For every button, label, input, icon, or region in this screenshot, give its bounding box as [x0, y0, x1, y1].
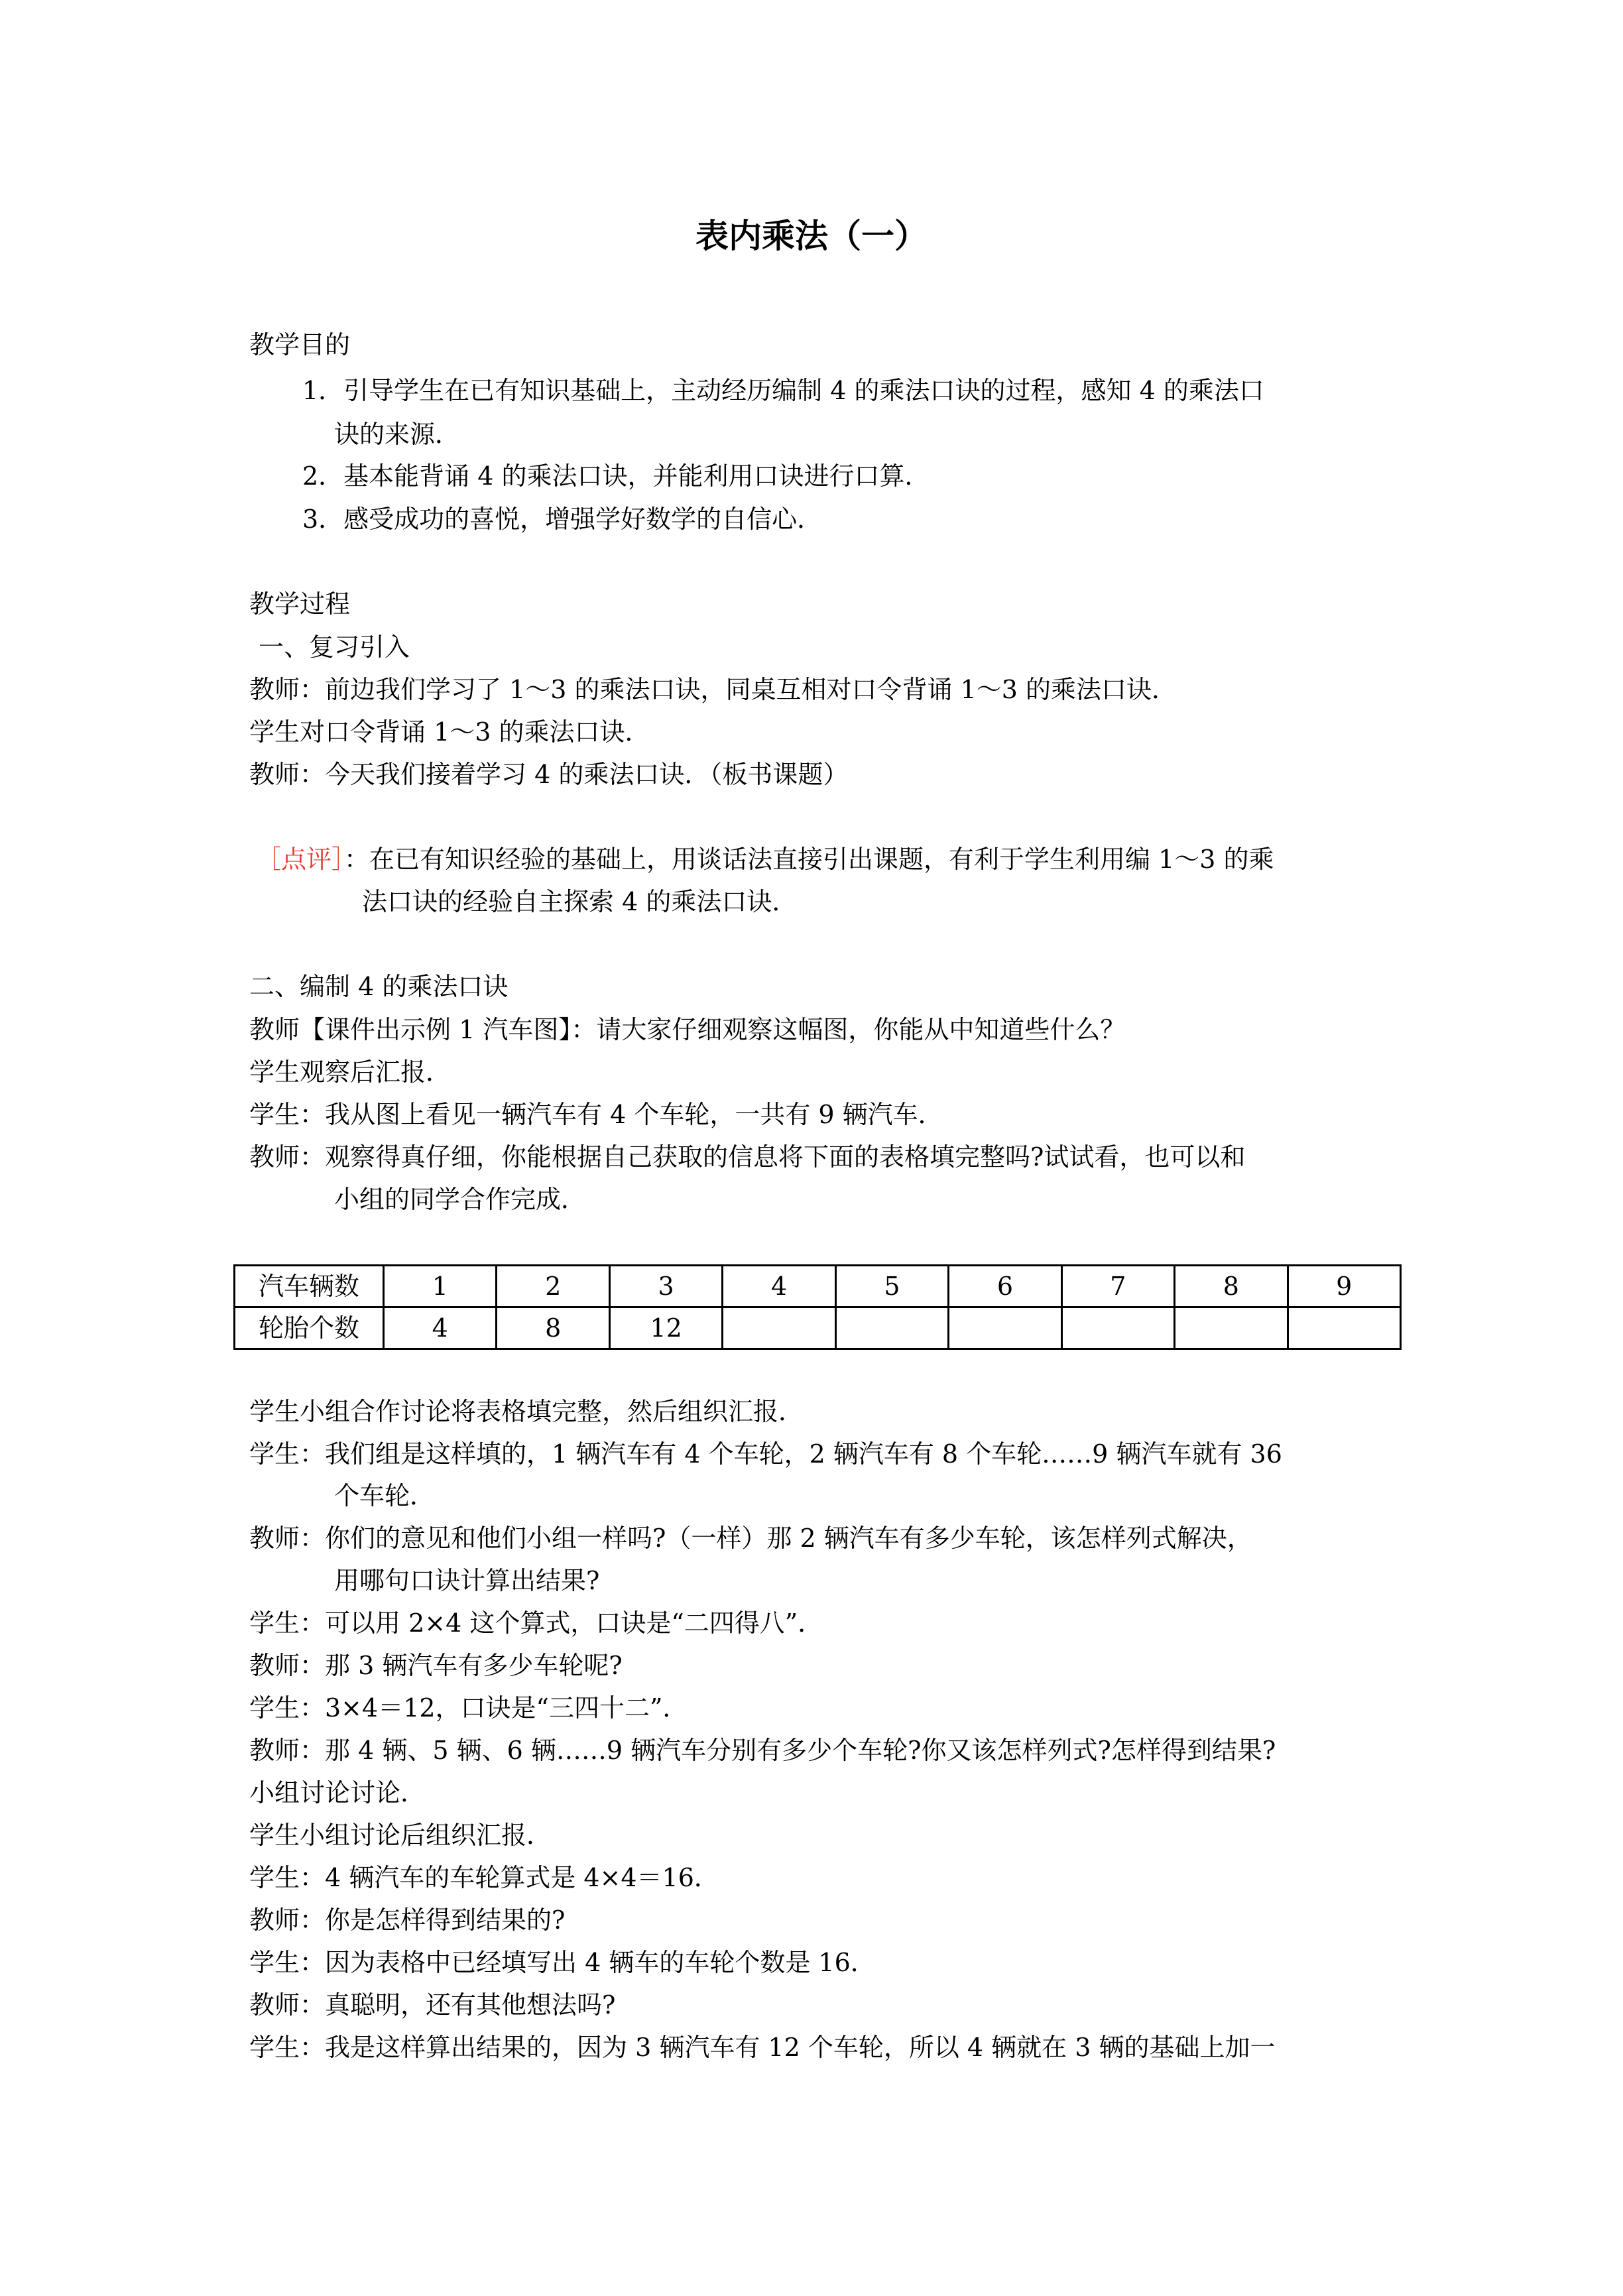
dialogue-line: 小组讨论讨论．: [249, 1778, 426, 1807]
table-cell: 8: [1175, 1266, 1288, 1307]
dialogue-line: 学生：3×4＝12，口诀是“三四十二”．: [249, 1693, 688, 1722]
dialogue-line: 学生：我们组是这样填的，1 辆汽车有 4 个车轮，2 辆汽车有 8 个车轮……9 辆汽车就有 36: [249, 1439, 1282, 1469]
comment-line-1: [256, 839, 1274, 880]
dialogue-line: 教师：那 4 辆、5 辆、6 辆……9 辆汽车分别有多少个车轮?你又该怎样列式?怎样得到结果?: [249, 1736, 1276, 1765]
dialogue-line: 学生小组合作讨论将表格填完整，然后组织汇报．: [249, 1397, 804, 1426]
section-2-line-3: 学生：我从图上看见一辆汽车有 4 个车轮，一共有 9 辆汽车．: [249, 1100, 943, 1129]
table-cell: 1: [384, 1266, 497, 1307]
dialogue-line: 用哪句口诀计算出结果?: [334, 1566, 600, 1595]
table-cell: 4: [723, 1266, 835, 1307]
table-cell: 4: [384, 1307, 497, 1349]
section-1-heading: 一、复习引入: [259, 633, 410, 662]
table-cell: 9: [1288, 1266, 1401, 1307]
dialogue-line: 学生小组讨论后组织汇报．: [249, 1821, 552, 1850]
table-cell: 6: [949, 1266, 1061, 1307]
table-cell: [1175, 1307, 1288, 1349]
objective-3: 3．感受成功的喜悦，增强学好数学的自信心．: [302, 505, 823, 534]
table-cell: 3: [609, 1266, 722, 1307]
table-cell: 7: [1061, 1266, 1174, 1307]
section-2-line-2: 学生观察后汇报．: [249, 1057, 451, 1087]
section-2-line-4: 教师：观察得真仔细，你能根据自己获取的信息将下面的表格填完整吗?试试看，也可以和: [249, 1142, 1246, 1172]
comment-line-2: 法口诀的经验自主探索 4 的乘法口诀．: [362, 887, 798, 916]
section-2-line-5: 小组的同学合作完成．: [334, 1185, 587, 1214]
objectives-heading: 教学目的: [249, 330, 351, 359]
table-cell: [723, 1307, 835, 1349]
section-1-line-3: 教师：今天我们接着学习 4 的乘法口诀．（板书课题）: [249, 760, 849, 789]
table-row: [235, 1307, 1401, 1349]
table-row: [235, 1266, 1401, 1307]
comment-text: ：在已有知识经验的基础上，用谈话法直接引出课题，有利于学生利用编 1～3 的乘: [344, 845, 1274, 874]
dialogue-line: 个车轮．: [334, 1481, 436, 1510]
table-row-label: 汽车辆数: [235, 1266, 384, 1307]
comment-tag: ［点评］: [256, 845, 345, 874]
dialogue-line: 教师：真聪明，还有其他想法吗?: [249, 1990, 616, 2020]
dialogue-line: 教师：那 3 辆汽车有多少车轮呢?: [249, 1651, 623, 1680]
table-cell: 8: [497, 1307, 609, 1349]
table-cell: 12: [609, 1307, 722, 1349]
section-2-line-1: 教师【课件出示例 1 汽车图】：请大家仔细观察这幅图，你能从中知道些什么？: [249, 1015, 1126, 1044]
car-wheel-table: [233, 1264, 1402, 1350]
section-2-heading: 二、编制 4 的乘法口诀: [249, 972, 509, 1001]
table-row-label: 轮胎个数: [235, 1307, 384, 1349]
table-cell: 2: [497, 1266, 609, 1307]
page-title: 表内乘法（一）: [695, 216, 928, 255]
dialogue-line: 教师：你是怎样得到结果的?: [249, 1905, 566, 1935]
objective-1-line-1: 1．引导学生在已有知识基础上，主动经历编制 4 的乘法口诀的过程，感知 4 的乘法口: [302, 376, 1264, 405]
table-cell: [1288, 1307, 1401, 1349]
table-cell: [835, 1307, 948, 1349]
section-1-line-1: 教师：前边我们学习了 1～3 的乘法口诀，同桌互相对口令背诵 1～3 的乘法口诀．: [249, 675, 1177, 704]
table-cell: 5: [835, 1266, 948, 1307]
objective-1-line-2: 诀的来源．: [334, 420, 461, 449]
table-cell: [1061, 1307, 1174, 1349]
objective-2: 2．基本能背诵 4 的乘法口诀，并能利用口诀进行口算．: [302, 461, 930, 491]
dialogue-line: 学生：因为表格中已经填写出 4 辆车的车轮个数是 16．: [249, 1948, 876, 1977]
section-1-line-2: 学生对口令背诵 1～3 的乘法口诀．: [249, 717, 650, 747]
dialogue-line: 学生：4 辆汽车的车轮算式是 4×4＝16．: [249, 1863, 719, 1892]
dialogue-line: 教师：你们的意见和他们小组一样吗?（一样）那 2 辆汽车有多少车轮，该怎样列式解决，: [249, 1524, 1252, 1553]
process-heading: 教学过程: [249, 589, 351, 619]
dialogue-line: 学生：可以用 2×4 这个算式，口诀是“二四得八”．: [249, 1608, 823, 1638]
table-cell: [949, 1307, 1061, 1349]
dialogue-line: 学生：我是这样算出结果的，因为 3 辆汽车有 12 个车轮，所以 4 辆就在 3 辆的基础上加一: [249, 2033, 1276, 2062]
